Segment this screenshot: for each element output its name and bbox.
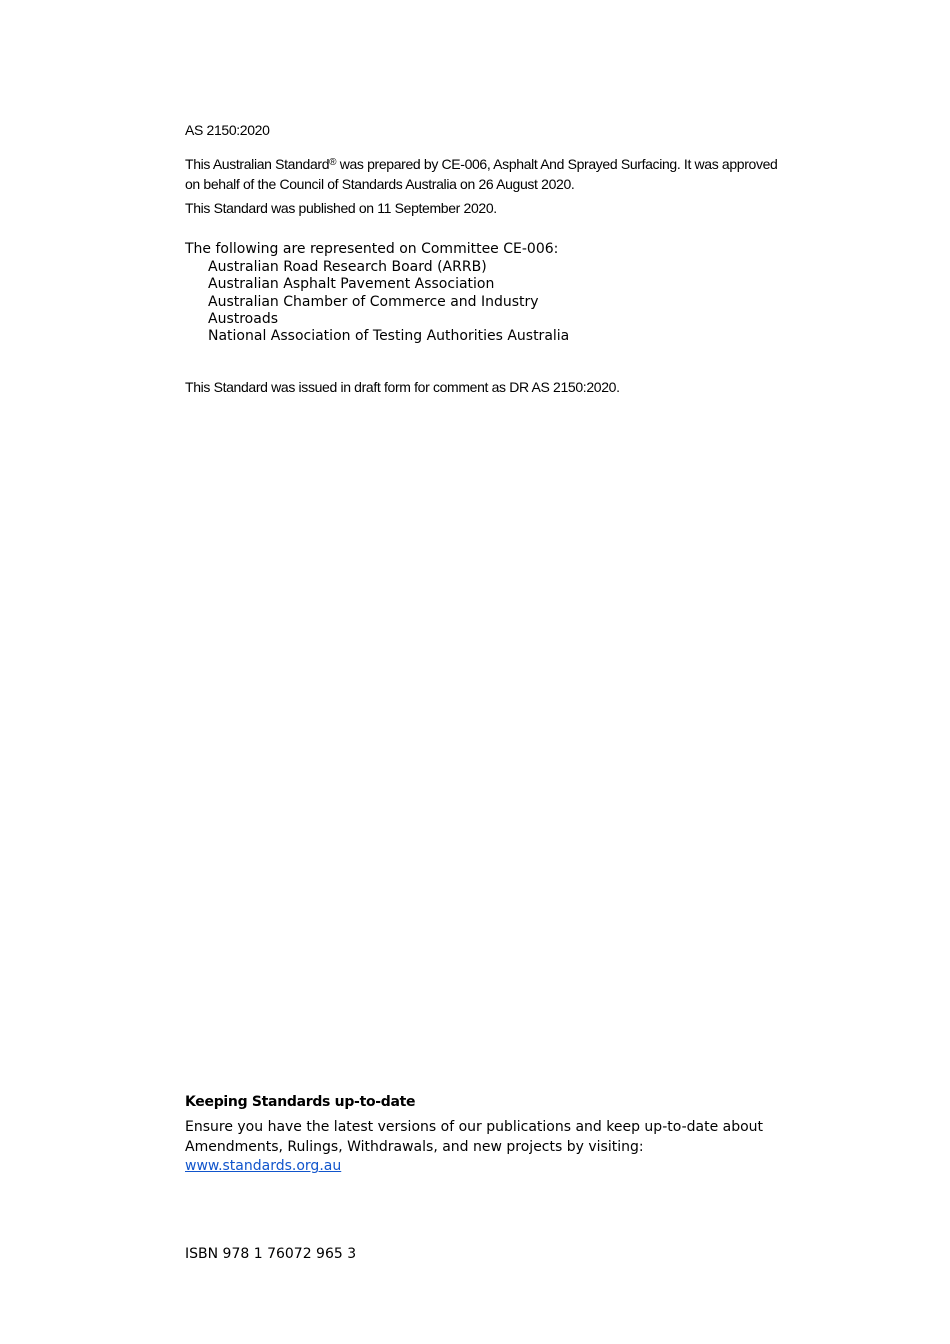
preparation-statement [185,155,785,194]
publication-date-statement: This Standard was published on 11 September 2020. [185,200,497,216]
keeping-up-to-date-text [185,1118,785,1177]
preparation-text-start: This Australian Standard [185,156,330,172]
committee-section [185,240,569,345]
committee-member: Australian Road Research Board (ARRB) [208,259,487,275]
preparation-text-end: was prepared by CE-006, Asphalt And Sprayed Surfacing. It was approved on behalf of the Council of Standards Australia on 26 August 2020. [185,156,778,192]
committee-member-list [185,259,569,345]
draft-note: This Standard was issued in draft form for comment as DR AS 2150:2020. [185,379,620,395]
standards-website-link[interactable]: www.standards.org.au [185,1158,342,1175]
keeping-up-to-date-body: Ensure you have the latest versions of our publications and keep up-to-date about Amendments, Rulings, Withdrawals, and new projects by visiting: [185,1119,764,1155]
committee-heading: The following are represented on Committee CE-006: [185,241,559,257]
standard-code: AS 2150:2020 [185,122,270,138]
committee-member: Australian Asphalt Pavement Association [208,276,495,293]
keeping-up-to-date-heading: Keeping Standards up-to-date [185,1094,416,1110]
registered-trademark-mark: ® [329,157,337,168]
isbn-number: ISBN 978 1 76072 965 3 [185,1246,357,1262]
committee-member: Australian Chamber of Commerce and Industry [208,293,539,310]
committee-member: National Association of Testing Authorities Australia [208,328,570,345]
committee-member: Austroads [208,310,279,327]
